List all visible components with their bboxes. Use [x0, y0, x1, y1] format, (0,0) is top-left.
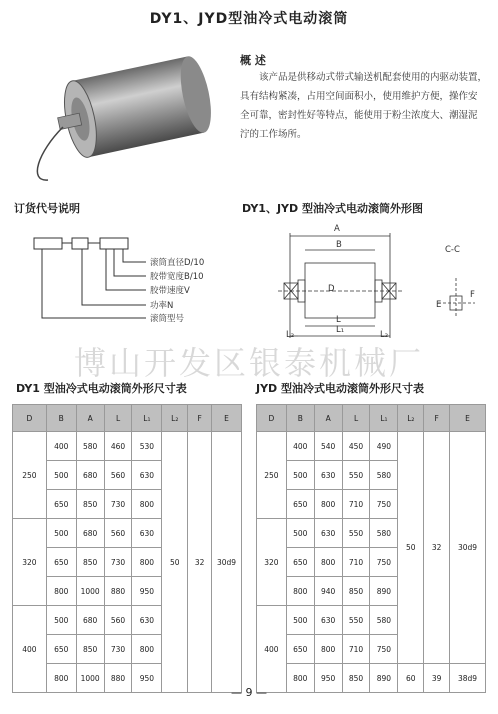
cell: 750 — [370, 490, 398, 519]
dim-l1: L₁ — [336, 325, 345, 335]
col-header: L₂ — [398, 405, 424, 432]
section-cc: C-C — [445, 245, 460, 255]
cell: 1000 — [76, 577, 104, 606]
cell-d: 320 — [257, 519, 287, 606]
cell: 530 — [132, 432, 162, 461]
order-label: 功率N — [150, 301, 174, 311]
dim-l2-left: L₂ — [286, 330, 295, 340]
col-header: A — [314, 405, 342, 432]
dim-l: L — [336, 315, 341, 325]
cell: 500 — [46, 461, 76, 490]
cell: 730 — [104, 635, 132, 664]
overview-line: 泞的工作场所。 — [240, 129, 307, 140]
col-header: L₁ — [370, 405, 398, 432]
cell: 800 — [132, 548, 162, 577]
overview-line: 全可靠，密封性好等特点，能使用于粉尘浓度大、潮湿泥 — [240, 110, 478, 121]
col-header: F — [424, 405, 450, 432]
dim-l2-right: L₂ — [380, 330, 389, 340]
overview-line: 具有结构紧凑，占用空间面积小，使用维护方便，操作安 — [240, 91, 478, 102]
cell: 550 — [342, 519, 370, 548]
cell-e: 38d9 — [450, 664, 486, 693]
cell: 880 — [104, 664, 132, 693]
cell: 800 — [286, 577, 314, 606]
cell: 630 — [314, 519, 342, 548]
cell: 500 — [46, 606, 76, 635]
col-header: B — [46, 405, 76, 432]
cell: 630 — [314, 461, 342, 490]
cell: 650 — [286, 490, 314, 519]
cell: 950 — [132, 664, 162, 693]
page-title: DY1、JYD型油冷式电动滚筒 — [149, 11, 349, 27]
order-label: 胶带宽度B/10 — [150, 272, 204, 282]
dim-e: E — [436, 300, 442, 310]
cell: 890 — [370, 664, 398, 693]
col-header: D — [13, 405, 47, 432]
dim-d: D — [328, 284, 335, 294]
drum-photo — [18, 42, 218, 182]
order-label: 滚筒直径D/10 — [150, 258, 205, 268]
watermark: 博山开发区银泰机械厂 — [73, 344, 424, 382]
cell: 630 — [132, 519, 162, 548]
cell: 800 — [314, 490, 342, 519]
cell-l2: 50 — [398, 432, 424, 664]
col-header: L₂ — [162, 405, 188, 432]
dim-a: A — [334, 224, 340, 234]
cell: 750 — [370, 548, 398, 577]
cell-e: 30d9 — [212, 432, 242, 693]
cell-d: 400 — [257, 606, 287, 693]
drawing-heading: DY1、JYD 型油冷式电动滚筒外形图 — [242, 202, 423, 215]
cell: 460 — [104, 432, 132, 461]
cell-d: 400 — [13, 606, 47, 693]
cell-f: 32 — [424, 432, 450, 664]
page-number: — 9 — — [231, 686, 267, 699]
cell: 750 — [370, 635, 398, 664]
cell: 650 — [46, 635, 76, 664]
cell: 800 — [314, 635, 342, 664]
cell: 1000 — [76, 664, 104, 693]
table-row — [13, 432, 242, 461]
cell: 630 — [132, 461, 162, 490]
cell: 800 — [46, 577, 76, 606]
cell: 400 — [46, 432, 76, 461]
dim-b: B — [336, 240, 342, 250]
cell: 580 — [370, 606, 398, 635]
col-header: E — [450, 405, 486, 432]
cell: 500 — [286, 519, 314, 548]
cell: 710 — [342, 490, 370, 519]
order-code-heading: 订货代号说明 — [14, 202, 80, 215]
cell: 680 — [76, 519, 104, 548]
dim-f: F — [470, 290, 475, 300]
cell: 560 — [104, 606, 132, 635]
cell: 500 — [286, 606, 314, 635]
cell: 550 — [342, 461, 370, 490]
cell: 650 — [46, 490, 76, 519]
cell: 850 — [76, 548, 104, 577]
cell: 800 — [132, 635, 162, 664]
cell: 800 — [46, 664, 76, 693]
cell: 730 — [104, 548, 132, 577]
jyd-table — [256, 404, 486, 693]
dy1-table — [12, 404, 242, 693]
cell: 540 — [314, 432, 342, 461]
cell: 800 — [286, 664, 314, 693]
cell: 580 — [370, 519, 398, 548]
cell: 650 — [286, 548, 314, 577]
cell-l2: 60 — [398, 664, 424, 693]
col-header: A — [76, 405, 104, 432]
cell: 950 — [132, 577, 162, 606]
cell: 850 — [342, 577, 370, 606]
cell: 850 — [76, 490, 104, 519]
cell: 400 — [286, 432, 314, 461]
col-header: B — [286, 405, 314, 432]
cell: 730 — [104, 490, 132, 519]
cell: 560 — [104, 519, 132, 548]
overview-line: 该产品是供移动式带式输送机配套使用的内驱动装置， — [259, 72, 488, 83]
order-label: 滚筒型号 — [150, 314, 185, 324]
cell-f: 32 — [188, 432, 212, 693]
outline-drawing — [270, 218, 495, 348]
overview-heading: 概 述 — [240, 54, 266, 67]
table-header-row — [13, 405, 242, 432]
col-header: F — [188, 405, 212, 432]
cell: 710 — [342, 635, 370, 664]
cell: 850 — [76, 635, 104, 664]
cell-d: 320 — [13, 519, 47, 606]
cell: 490 — [370, 432, 398, 461]
cell-e: 30d9 — [450, 432, 486, 664]
order-label: 胶带速度V — [150, 286, 190, 296]
cell: 650 — [286, 635, 314, 664]
cell-d: 250 — [13, 432, 47, 519]
table-header-row — [257, 405, 486, 432]
col-header: L — [342, 405, 370, 432]
cell: 880 — [104, 577, 132, 606]
cell: 560 — [104, 461, 132, 490]
col-header: D — [257, 405, 287, 432]
cell: 800 — [132, 490, 162, 519]
col-header: E — [212, 405, 242, 432]
cell: 580 — [76, 432, 104, 461]
table-row — [257, 432, 486, 461]
cell: 500 — [46, 519, 76, 548]
cell: 550 — [342, 606, 370, 635]
cell: 680 — [76, 461, 104, 490]
cell: 630 — [314, 606, 342, 635]
cell: 850 — [342, 664, 370, 693]
cell: 500 — [286, 461, 314, 490]
col-header: L₁ — [132, 405, 162, 432]
dy1-table-heading: DY1 型油冷式电动滚筒外形尺寸表 — [16, 382, 187, 395]
cell: 650 — [46, 548, 76, 577]
cell: 710 — [342, 548, 370, 577]
cell: 800 — [314, 548, 342, 577]
cell: 890 — [370, 577, 398, 606]
cell: 680 — [76, 606, 104, 635]
cell: 630 — [132, 606, 162, 635]
order-code-diagram — [28, 230, 148, 330]
cell: 940 — [314, 577, 342, 606]
cell: 450 — [342, 432, 370, 461]
jyd-table-heading: JYD 型油冷式电动滚筒外形尺寸表 — [256, 382, 425, 395]
cell: 580 — [370, 461, 398, 490]
cell-d: 250 — [257, 432, 287, 519]
overview-text — [240, 68, 490, 144]
col-header: L — [104, 405, 132, 432]
cell-f: 39 — [424, 664, 450, 693]
cell: 950 — [314, 664, 342, 693]
cell-l2: 50 — [162, 432, 188, 693]
